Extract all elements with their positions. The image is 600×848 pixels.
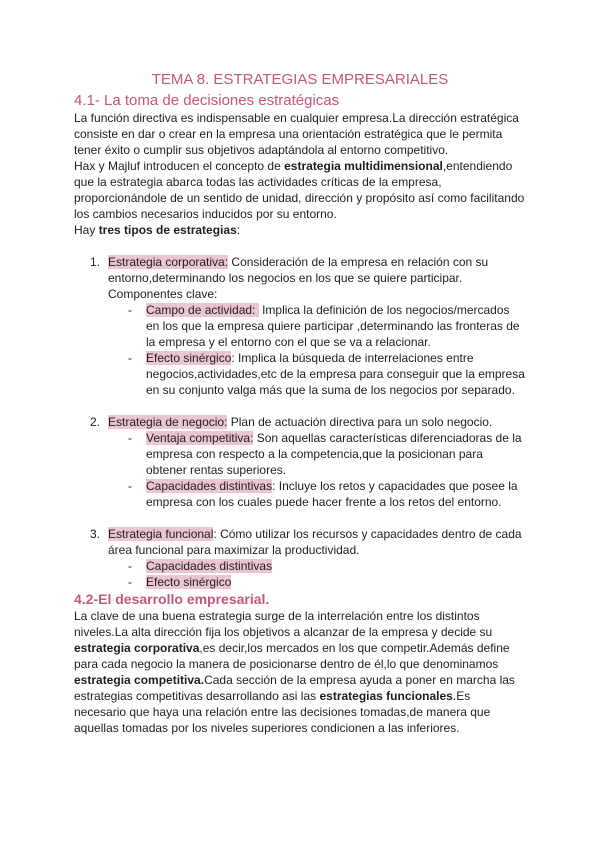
bold-term: estrategias funcionales — [319, 689, 453, 703]
development-paragraph — [74, 608, 574, 736]
paragraph-line — [74, 142, 574, 158]
component-line: empresa con respecto a la competencia,que la posicionan para — [146, 447, 483, 461]
text-segment: Son aquellas características diferenciadoras de la — [253, 431, 522, 445]
component-line: en los que la empresa quiere participar ,determinando las fronteras de — [146, 319, 520, 333]
paragraph-line — [74, 704, 574, 720]
paragraph-line — [74, 174, 574, 190]
text-segment: : Incluye los retos y capacidades que posee la — [272, 479, 518, 493]
highlighted-term: Estrategia corporativa: — [108, 255, 229, 269]
component-line — [146, 558, 574, 574]
bullet-dash: - — [128, 479, 132, 493]
paragraph-line — [74, 190, 574, 206]
text-segment: : Implica la búsqueda de interrelaciones entre — [231, 351, 474, 365]
text-segment: niveles.La alta dirección fija los objetivos a alcanzar de la empresa y decide su — [74, 625, 493, 639]
item-line — [108, 414, 574, 430]
item-line: área funcional para maximizar la productividad. — [108, 543, 360, 557]
text-segment: ,entendiendo — [442, 159, 513, 173]
document-body — [74, 92, 574, 736]
component-line: negocios,actividades,etc de la empresa para conseguir que la empresa — [146, 367, 525, 381]
text-segment: tener éxito o cumplir sus objetivos adaptándola al entorno competitivo. — [74, 143, 449, 157]
component-ventaja-competitiva — [108, 430, 574, 478]
highlighted-term: Estrategia funcional — [108, 527, 214, 541]
bullet-dash: - — [128, 575, 132, 589]
highlighted-term: Estrategia de negocio: — [108, 415, 228, 429]
component-line — [146, 350, 574, 366]
section-heading-4-1: 4.1- La toma de decisiones estratégicas — [74, 92, 340, 109]
text-segment: Cada sección de la empresa ayuda a poner en marcha las — [204, 673, 515, 687]
component-capacidades-distintivas — [108, 478, 574, 510]
paragraph-line — [74, 656, 574, 672]
paragraph-line — [74, 158, 574, 174]
component-line: empresa con los cuales puede hacer frente a los retos del entorno. — [146, 495, 502, 509]
highlighted-term: Campo de actividad: — [146, 303, 259, 317]
bullet-dash: - — [128, 431, 132, 445]
item-line: entorno,determinando los negocios en los que se quiere participar. — [108, 271, 463, 285]
paragraph-line — [74, 126, 574, 142]
text-segment: los cambios necesarios inducidos por su entorno. — [74, 207, 337, 221]
text-segment: La clave de una buena estrategia surge de la interrelación entre los distintos — [74, 609, 480, 623]
component-line: obtener rentas superiores. — [146, 463, 287, 477]
text-segment: La función directiva es indispensable en cualquier empresa.La dirección estratégica — [74, 111, 519, 125]
component-line: la empresa y el entorno con el que se va a relacionar. — [146, 335, 431, 349]
paragraph-line — [74, 110, 574, 126]
paragraph-line — [74, 206, 574, 222]
text-segment: estrategias competitivas desarrollando asi las — [74, 689, 320, 703]
text-segment: Hax y Majluf introducen el concepto de — [74, 159, 285, 173]
document-title: TEMA 8. ESTRATEGIAS EMPRESARIALES — [151, 71, 449, 88]
list-number: 2. — [90, 415, 101, 429]
strategy-item-negocio — [74, 414, 574, 510]
highlighted-term: Efecto sinérgico — [146, 575, 232, 589]
text-segment: Hay — [74, 223, 99, 237]
highlighted-term: Efecto sinérgico — [146, 351, 232, 365]
bullet-dash: - — [128, 559, 132, 573]
component-line — [146, 574, 574, 590]
paragraph-line — [74, 608, 574, 624]
list-number: 1. — [90, 255, 101, 269]
paragraph-line — [74, 222, 574, 238]
bold-term: estrategia multidimensional — [284, 159, 443, 173]
paragraph-line — [74, 720, 574, 736]
text-segment: Plan de actuación directiva para un solo negocio. — [227, 415, 493, 429]
text-segment: Implica la definición de los negocios/mercados — [258, 303, 510, 317]
paragraph-line — [74, 640, 574, 656]
paragraph-line — [74, 624, 574, 640]
section-heading-4-2: 4.2-El desarrollo empresarial. — [74, 591, 270, 607]
component-campo-de-actividad — [108, 302, 574, 350]
item-line: Componentes clave: — [108, 287, 218, 301]
component-line — [146, 478, 574, 494]
strategy-item-corporativa — [74, 254, 574, 398]
strategy-item-funcional — [74, 526, 574, 590]
component-capacidades-distintivas — [108, 558, 574, 574]
text-segment: .Es — [452, 689, 471, 703]
intro-paragraph — [74, 110, 574, 238]
bullet-dash: - — [128, 351, 132, 365]
text-segment: Consideración de la empresa en relación con su — [228, 255, 489, 269]
component-line: en su conjunto valga más que la suma de los negocios por separado. — [146, 383, 515, 397]
text-segment: aquellas tomadas por los niveles superiores condicionen a las inferiores. — [74, 721, 460, 735]
item-line — [108, 254, 574, 270]
bold-term: estrategia competitiva. — [74, 673, 205, 687]
text-segment: ,es decir,los mercados en los que competir.Además define — [199, 641, 510, 655]
highlighted-term: Ventaja competitiva: — [146, 431, 254, 445]
highlighted-term: Capacidades distintivas — [146, 559, 273, 573]
paragraph-line — [74, 672, 574, 688]
bold-term: tres tipos de estrategias — [98, 223, 237, 237]
text-segment: consiste en dar o crear en la empresa una orientación estratégica que le permita — [74, 127, 503, 141]
text-segment: : — [236, 223, 241, 237]
text-segment: que la estrategia abarca todas las actividades críticas de la empresa, — [74, 175, 442, 189]
bold-term: estrategia corporativa — [74, 641, 200, 655]
component-efecto-sinergico — [108, 350, 574, 398]
highlighted-term: Capacidades distintivas — [146, 479, 273, 493]
component-line — [146, 302, 574, 318]
list-number: 3. — [90, 527, 101, 541]
text-segment: : Cómo utilizar los recursos y capacidades dentro de cada — [213, 527, 522, 541]
paragraph-line — [74, 688, 574, 704]
component-efecto-sinergico — [108, 574, 574, 590]
item-line — [108, 526, 574, 542]
text-segment: necesario que haya una relación entre las decisiones tomadas,de manera que — [74, 705, 491, 719]
bullet-dash: - — [128, 303, 132, 317]
component-line — [146, 430, 574, 446]
text-segment: para cada negocio la manera de posicionarse dentro de él,lo que denominamos — [74, 657, 499, 671]
text-segment: proporcionándole de un sentido de unidad, dirección y propósito así como facilitando — [74, 191, 525, 205]
